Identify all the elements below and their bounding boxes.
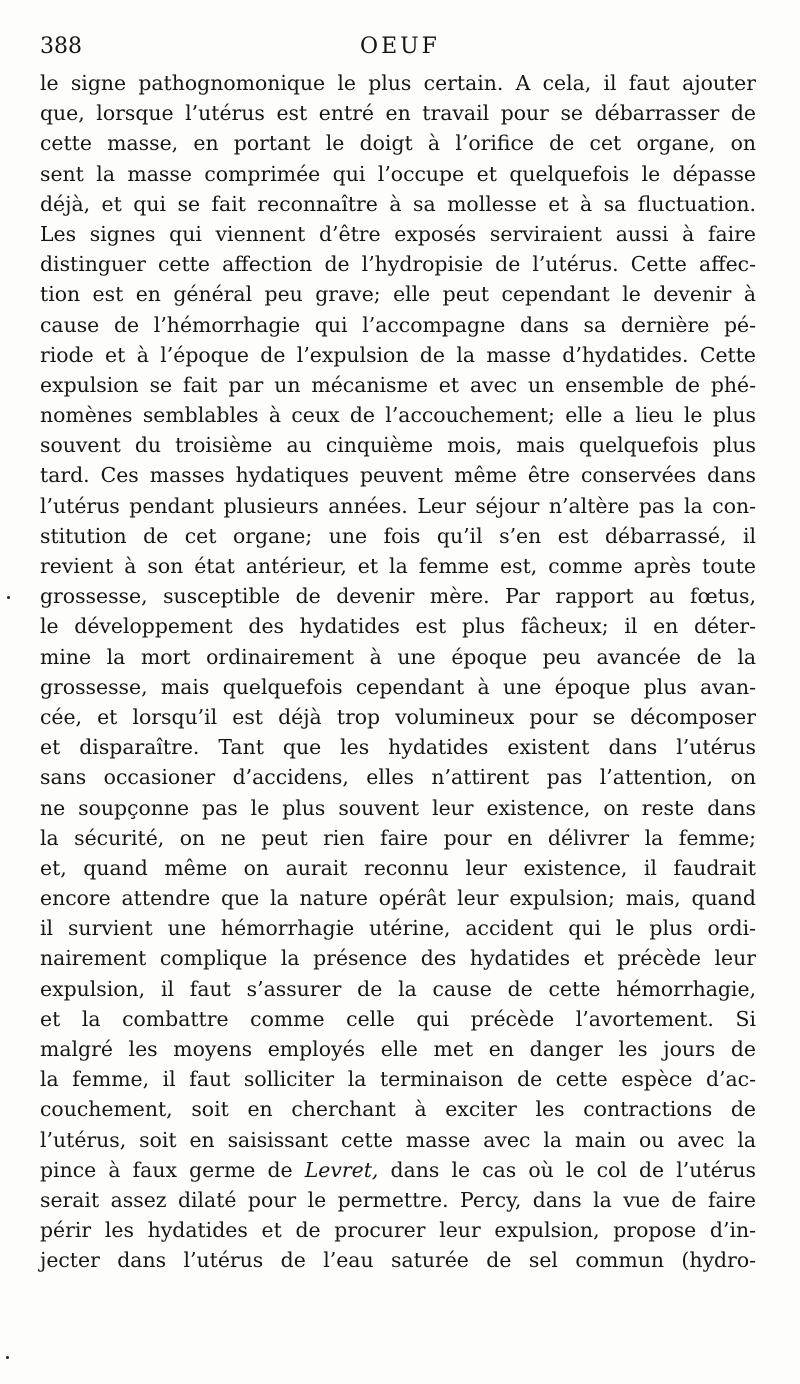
text-line: nairement complique la présence des hydatides et précède leur	[40, 946, 756, 971]
running-head: OEUF	[360, 34, 440, 59]
margin-speck	[6, 1356, 9, 1359]
text-line: il survient une hémorrhagie utérine, accident qui le plus ordi-	[40, 916, 756, 941]
text-segment: pince à faux germe de	[40, 1157, 305, 1182]
italic-name-levret: Levret,	[304, 1157, 379, 1182]
text-line: riode et à l’époque de l’expulsion de la masse d’hydatides. Cette	[40, 342, 756, 367]
text-line: jecter dans l’utérus de l’eau saturée de sel commun (hydro-	[40, 1248, 756, 1273]
text-line: sent la masse comprimée qui l’occupe et quelquefois le dépasse	[40, 161, 756, 186]
text-line: périr les hydatides et de procurer leur expulsion, propose d’in-	[40, 1218, 756, 1243]
text-line: distinguer cette affection de l’hydropisie de l’utérus. Cette affec-	[40, 252, 756, 277]
text-line: ne soupçonne pas le plus souvent leur existence, on reste dans	[40, 795, 756, 820]
text-line: grossesse, mais quelquefois cependant à une époque plus avan-	[40, 674, 756, 699]
text-line: tard. Ces masses hydatiques peuvent même être conservées dans	[40, 463, 756, 488]
text-line: revient à son état antérieur, et la femme est, comme après toute	[40, 554, 756, 578]
text-line: le développement des hydatides est plus fâcheux; il en déter-	[40, 614, 756, 639]
text-line: malgré les moyens employés elle met en danger les jours de	[40, 1037, 756, 1061]
text-line: la femme, il faut solliciter la terminaison de cette espèce d’ac-	[40, 1067, 756, 1092]
text-line: souvent du troisième au cinquième mois, mais quelquefois plus	[40, 433, 756, 458]
text-line: expulsion se fait par un mécanisme et avec un ensemble de phé-	[40, 372, 756, 397]
text-line: couchement, soit en cherchant à exciter les contractions de	[40, 1097, 756, 1122]
text-line: expulsion, il faut s’assurer de la cause de cette hémorrhagie,	[40, 976, 756, 1001]
margin-speck	[7, 596, 10, 599]
text-line: serait assez dilaté pour le permettre. Percy, dans la vue de faire	[40, 1187, 756, 1212]
text-line: nomènes semblables à ceux de l’accouchement; elle a lieu le plus	[40, 403, 756, 428]
page-header	[40, 34, 760, 68]
text-line: déjà, et qui se fait reconnaître à sa mollesse et à sa fluctuation.	[40, 191, 756, 216]
text-line: cause de l’hémorrhagie qui l’accompagne dans sa dernière pé-	[40, 312, 756, 337]
text-line: la sécurité, on ne peut rien faire pour en délivrer la femme;	[40, 825, 756, 850]
text-line: encore attendre que la nature opérât leur expulsion; mais, quand	[40, 886, 756, 911]
text-line: tion est en général peu grave; elle peut cependant le devenir à	[40, 282, 756, 307]
text-line: que, lorsque l’utérus est entré en travail pour se débarrasser de	[40, 101, 756, 126]
text-line: cée, et lorsqu’il est déjà trop volumineux pour se décomposer	[40, 704, 756, 729]
text-line: mine la mort ordinairement à une époque peu avancée de la	[40, 644, 756, 669]
body-paragraph	[40, 68, 756, 1276]
text-line: cette masse, en portant le doigt à l’orifice de cet organe, on	[40, 131, 756, 156]
text-line: l’utérus pendant plusieurs années. Leur séjour n’altère pas la con-	[40, 493, 756, 518]
text-segment: dans le cas où le col de l’utérus	[378, 1157, 756, 1182]
text-line: et, quand même on aurait reconnu leur existence, il faudrait	[40, 855, 756, 880]
text-line: et disparaître. Tant que les hydatides existent dans l’utérus	[40, 735, 756, 760]
text-line: le signe pathognomonique le plus certain. A cela, il faut ajouter	[40, 71, 756, 95]
text-line: sans occasioner d’accidens, elles n’attirent pas l’attention, on	[40, 765, 756, 790]
page-number: 388	[40, 34, 82, 59]
text-line: Les signes qui viennent d’être exposés serviraient aussi à faire	[40, 221, 756, 246]
text-line: stitution de cet organe; une fois qu’il s’en est débarrassé, il	[40, 523, 756, 548]
text-line: et la combattre comme celle qui précède l’avortement. Si	[40, 1006, 756, 1031]
text-line: grossesse, susceptible de devenir mère. Par rapport au fœtus,	[40, 584, 756, 609]
text-line-with-italic	[40, 1155, 756, 1185]
text-line: l’utérus, soit en saisissant cette masse avec la main ou avec la	[40, 1127, 756, 1152]
